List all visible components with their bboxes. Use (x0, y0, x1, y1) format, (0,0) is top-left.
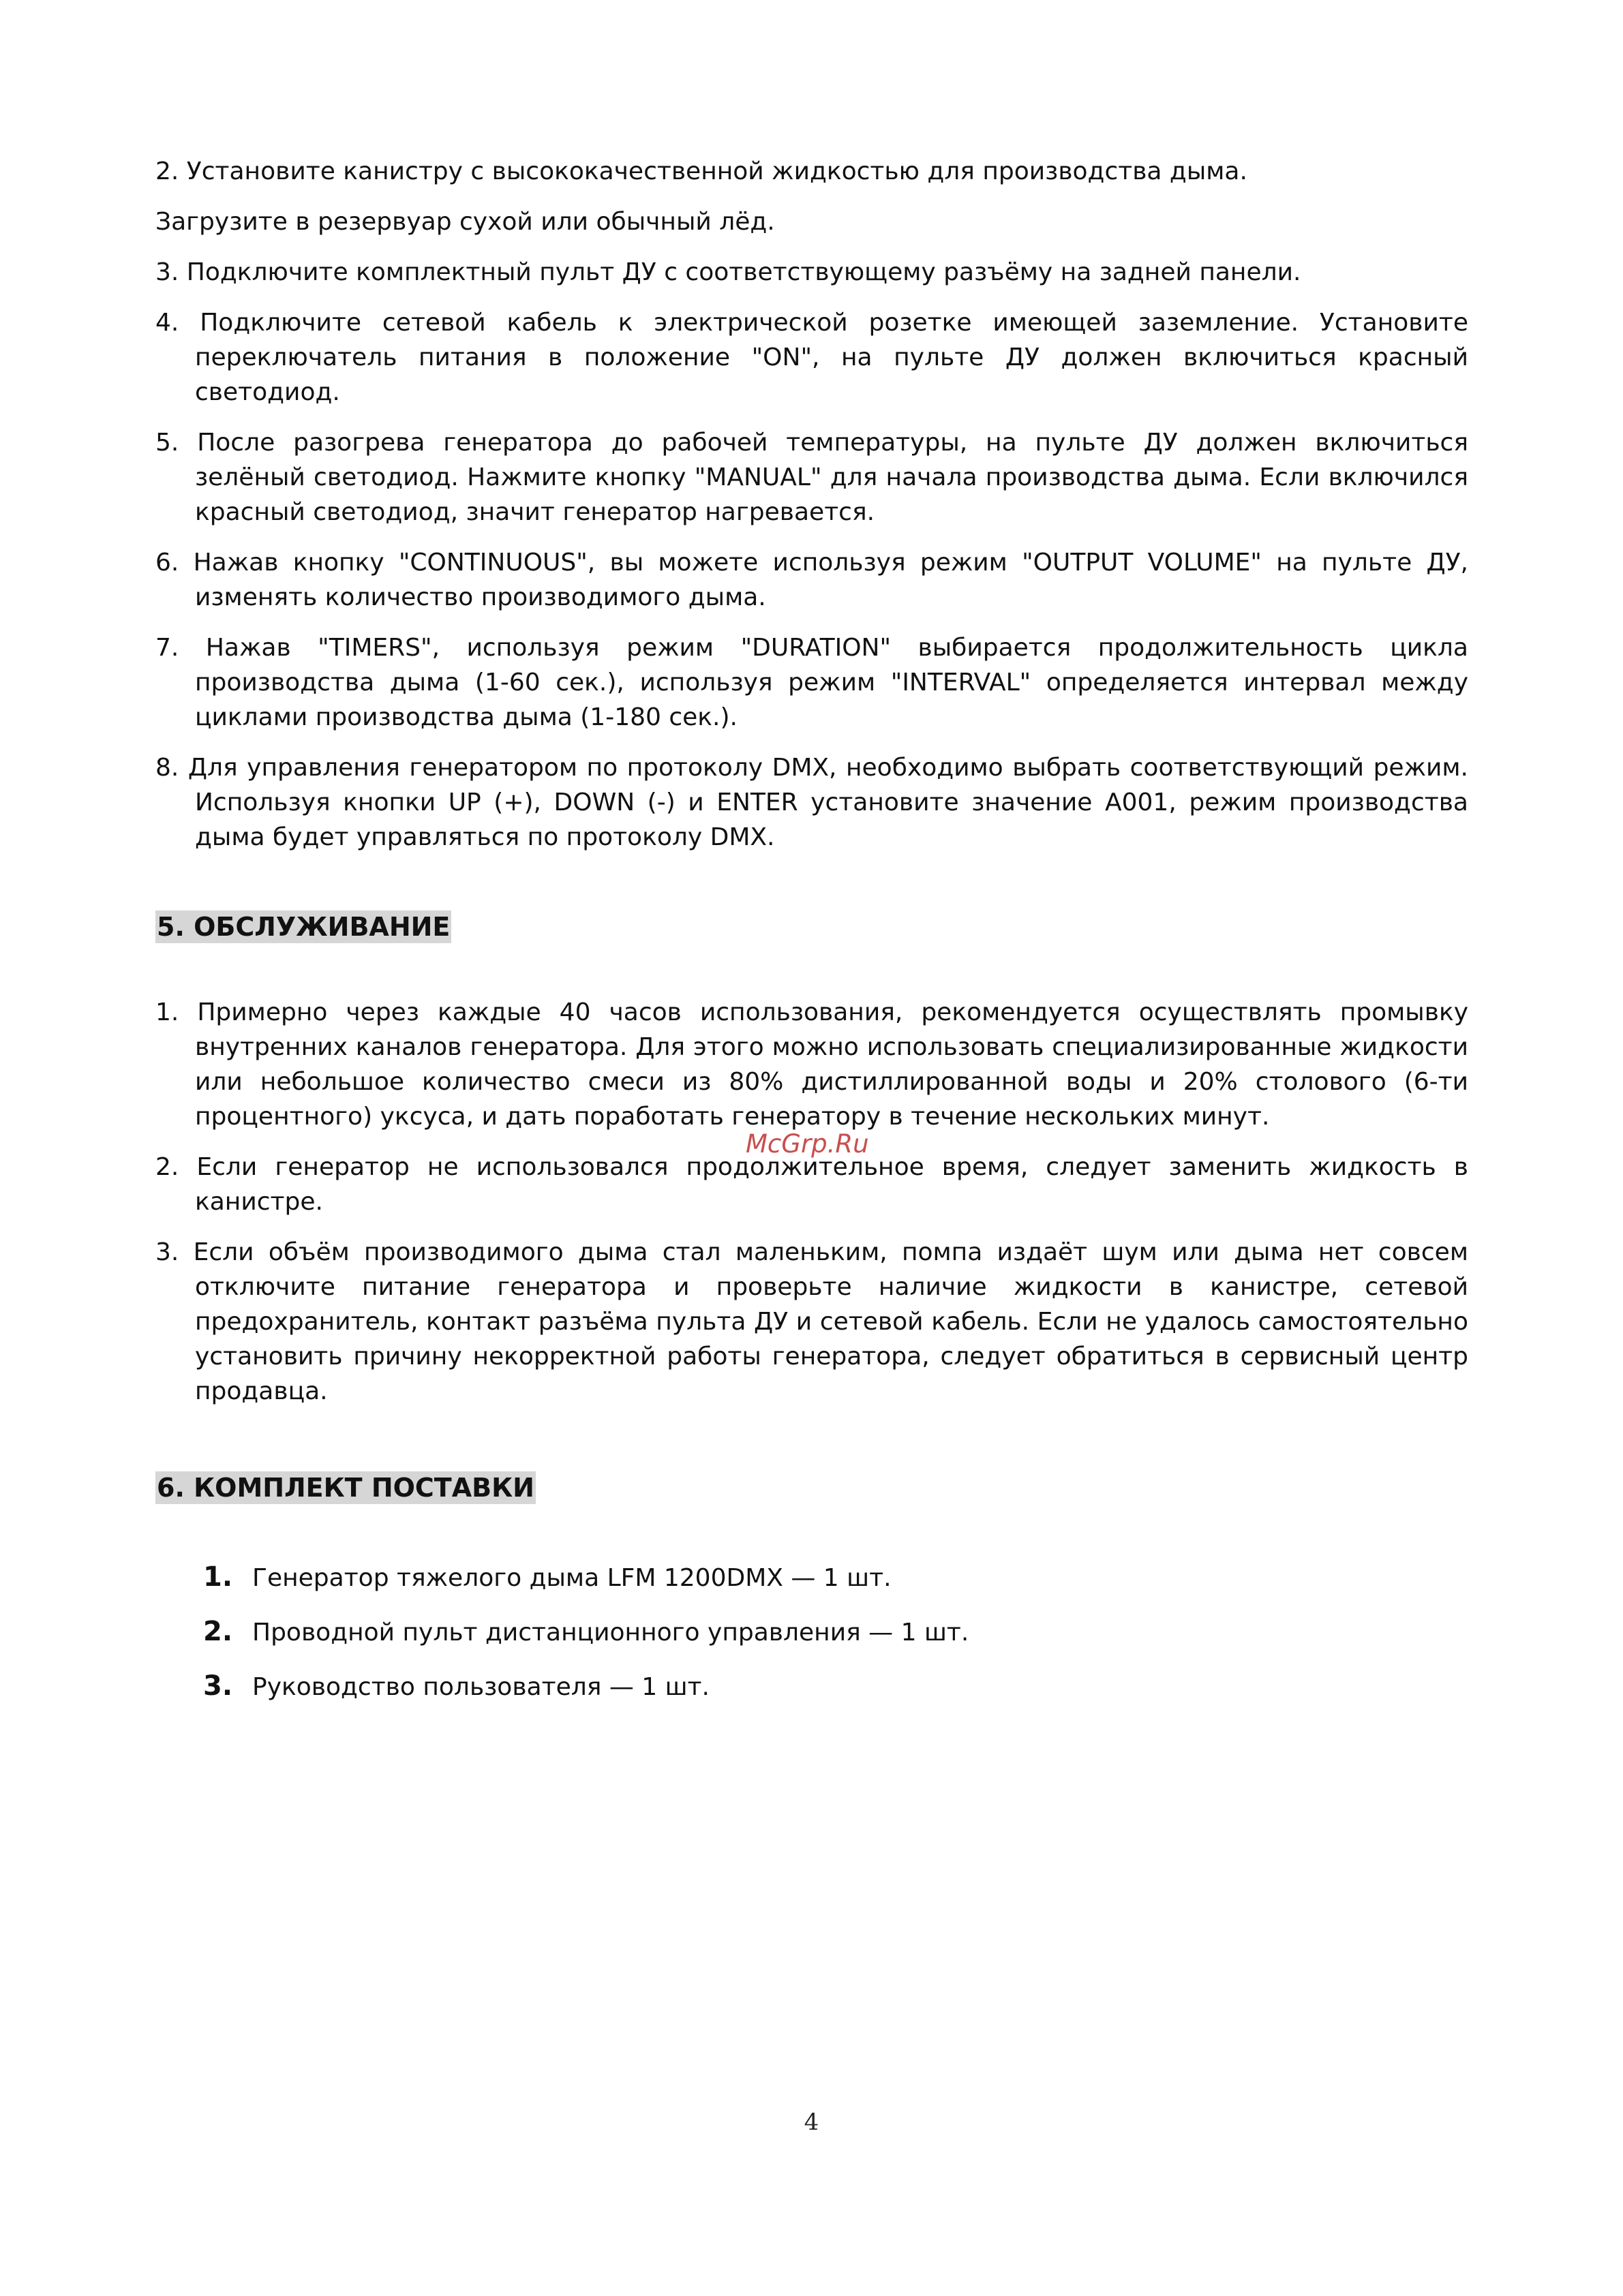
kit-item-number: 1. (203, 1561, 233, 1593)
maintenance-item-2: 2. Если генератор не использовался продолжительное время, следует заменить жидкость в канистре. (155, 1153, 1468, 1216)
step-4: 4. Подключите сетевой кабель к электрической розетке имеющей заземление. Установите переключатель питания в положение "ON", на пульте ДУ должен включиться красный светодиод. (155, 309, 1468, 406)
step-2: 2. Установите канистру с высококачественной жидкостью для производства дыма. (155, 157, 1247, 185)
kit-item-number: 3. (203, 1670, 233, 1702)
page-number: 4 (804, 2109, 819, 2136)
document-page (155, 154, 1468, 1724)
maintenance-item-1: 1. Примерно через каждые 40 часов использования, рекомендуется осуществлять промывку внутренних каналов генератора. Для этого можно использовать специализированные жидкости или небольшое количество смеси из 80% дистиллированной воды и 20% столового (6-ти процентного) уксуса, и дать поработать генератору в течение нескольких минут. (155, 998, 1468, 1131)
step-5: 5. После разогрева генератора до рабочей температуры, на пульте ДУ должен включиться зелёный светодиод. Нажмите кнопку "MANUAL" для начала производства дыма. Если включился красный светодиод, значит генератор нагревается. (155, 429, 1468, 526)
maintenance-item-3: 3. Если объём производимого дыма стал маленьким, помпа издаёт шум или дыма нет совсем отключите питание генератора и проверьте наличие жидкости в канистре, сетевой предохранитель, контакт разъёма пульта ДУ и сетевой кабель. Если не удалось самостоятельно установить причину некорректной работы генератора, следует обратиться в сервисный центр продавца. (155, 1238, 1468, 1405)
kit-item (203, 1669, 1468, 1704)
kit-item-text: Проводной пульт дистанционного управления — 1 шт. (252, 1619, 969, 1647)
kit-item-number: 2. (203, 1616, 233, 1647)
step-6: 6. Нажав кнопку "CONTINUOUS", вы можете используя режим "OUTPUT VOLUME" на пульте ДУ, изменять количество производимого дыма. (155, 549, 1468, 611)
section-heading-kit (155, 1471, 1468, 1504)
kit-item (203, 1614, 1468, 1650)
watermark: McGrp.Ru (746, 1129, 869, 1159)
kit-item-text: Генератор тяжелого дыма LFM 1200DMX — 1 шт. (252, 1564, 892, 1592)
kit-item-text: Руководство пользователя — 1 шт. (252, 1673, 710, 1701)
step-7: 7. Нажав "TIMERS", используя режим "DURATION" выбирается продолжительность цикла производства дыма (1-60 сек.), используя режим "INTERVAL" определяется интервал между циклами производства дыма (1-180 сек.). (155, 634, 1468, 731)
step-3: 3. Подключите комплектный пульт ДУ с соответствующему разъёму на задней панели. (155, 258, 1301, 286)
kit-item (203, 1560, 1468, 1595)
ice-note: Загрузите в резервуар сухой или обычный лёд. (155, 208, 775, 236)
step-8: 8. Для управления генератором по протоколу DMX, необходимо выбрать соответствующий режим. Используя кнопки UP (+), DOWN (-) и ENTER установите значение A001, режим производства дыма будет управляться по протоколу DMX. (155, 754, 1468, 851)
kit-heading: 6. КОМПЛЕКТ ПОСТАВКИ (157, 1473, 534, 1503)
section-heading-maintenance (155, 910, 1468, 943)
maintenance-heading: 5. ОБСЛУЖИВАНИЕ (157, 912, 451, 942)
kit-list (155, 1560, 1468, 1704)
